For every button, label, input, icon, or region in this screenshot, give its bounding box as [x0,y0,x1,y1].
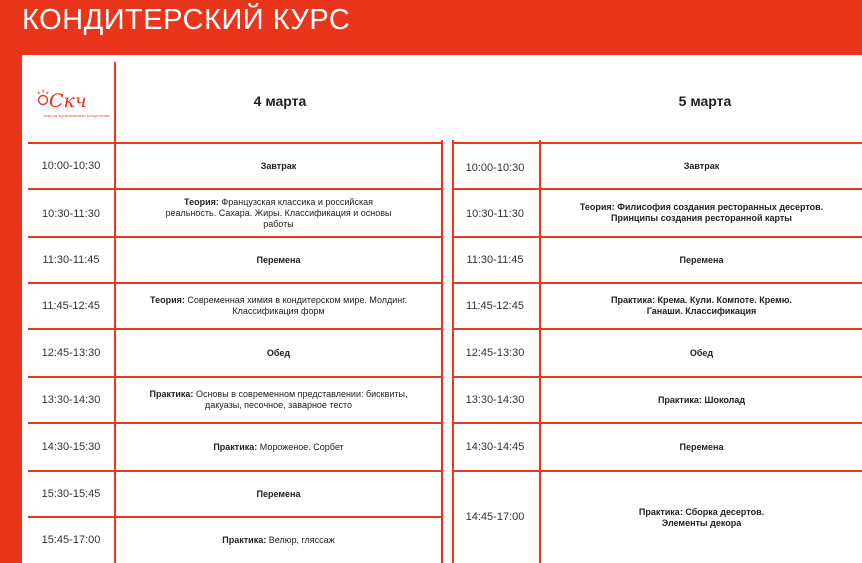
time-slot: 10:00-10:30 [41,160,101,172]
activity-text: Основы в современном представлении: бисквиты, дакуазы, песочное, заварное тесто [195,389,408,410]
logo-tagline: школа кулинарного искусства [44,113,110,118]
activity-text: Сборка десертов. Элементы декора [661,506,765,528]
page-title: КОНДИТЕРСКИЙ КУРС [22,4,351,36]
activity-label: Завтрак [260,160,297,171]
activity-label: Перемена [256,488,301,499]
activity-text: Шоколад [704,394,746,405]
logo-text: Скч [49,90,87,112]
time-slot: 12:45-13:30 [41,347,101,359]
activity-cell [541,190,862,236]
activity-cell [541,238,862,282]
activity-cell [116,144,441,188]
activity-cell [541,330,862,376]
activity-label: Завтрак [683,160,720,171]
activity-label: Практика: [149,389,194,399]
time-slot: 14:45-17:00 [465,511,525,523]
time-slot: 11:30-11:45 [466,254,524,266]
activity-label: Теория: [150,295,185,305]
activity-label: Практика: [611,295,655,305]
activity-label: Практика: [638,506,683,517]
time-slot: 13:30-14:30 [41,394,101,406]
time-slot: 10:30-11:30 [42,208,100,220]
time-slot: 12:45-13:30 [465,347,525,359]
left-accent-strip [0,55,22,563]
activity-cell [116,330,441,376]
activity-text: Крема. Кули. Компоте. Кремю. Ганаши. Классификация [646,295,792,316]
time-slot: 14:30-15:30 [41,441,101,453]
activity-label: Практика: [213,441,258,452]
activity-cell [541,284,862,328]
day-2-date: 5 марта [678,93,732,109]
activity-label: Теория: [184,196,219,207]
activity-text: Французская классика и российская реальность. Сахара. Жиры. Классификация и основы работы [165,196,392,229]
activity-cell [116,424,441,470]
activity-label: Перемена [256,254,301,265]
time-slot: 11:30-11:45 [42,254,100,266]
activity-cell [116,284,441,328]
activity-text: Современная химия в кондитерском мире. Молдинг. Классификация форм [187,295,407,316]
activity-cell [116,238,441,282]
day-1-date: 4 марта [253,93,307,109]
activity-cell [116,472,441,516]
time-slot: 13:30-14:30 [465,394,525,406]
activity-text: Филисофия создания ресторанных десертов. Принципы создания ресторанной карты [611,202,824,223]
activity-label: Обед [266,347,291,358]
activity-cell [541,144,862,188]
time-slot: 15:30-15:45 [41,488,101,500]
time-slot: 10:00-10:30 [465,162,525,174]
time-slot: 15:45-17:00 [41,534,101,546]
activity-text: Велюр, глясcаж [268,535,335,545]
time-slot: 11:45-12:45 [466,300,524,312]
school-logo-icon [34,84,110,120]
time-slot: 10:30-11:30 [466,208,524,220]
activity-cell [116,378,441,422]
grid-line [441,140,443,563]
time-slot: 11:45-12:45 [42,300,100,312]
activity-label: Перемена [679,441,724,452]
activity-text: Мороженое. Сорбет [259,441,344,452]
activity-cell [116,190,441,236]
activity-cell [541,378,862,422]
activity-cell [541,472,862,563]
activity-label: Перемена [679,254,724,265]
activity-cell [541,424,862,470]
activity-label: Теория: [579,202,615,212]
activity-label: Практика: [222,535,267,545]
activity-label: Обед [689,347,714,358]
activity-label: Практика: [657,394,702,405]
time-slot: 14:30-14:45 [465,441,525,453]
activity-cell [116,518,441,563]
